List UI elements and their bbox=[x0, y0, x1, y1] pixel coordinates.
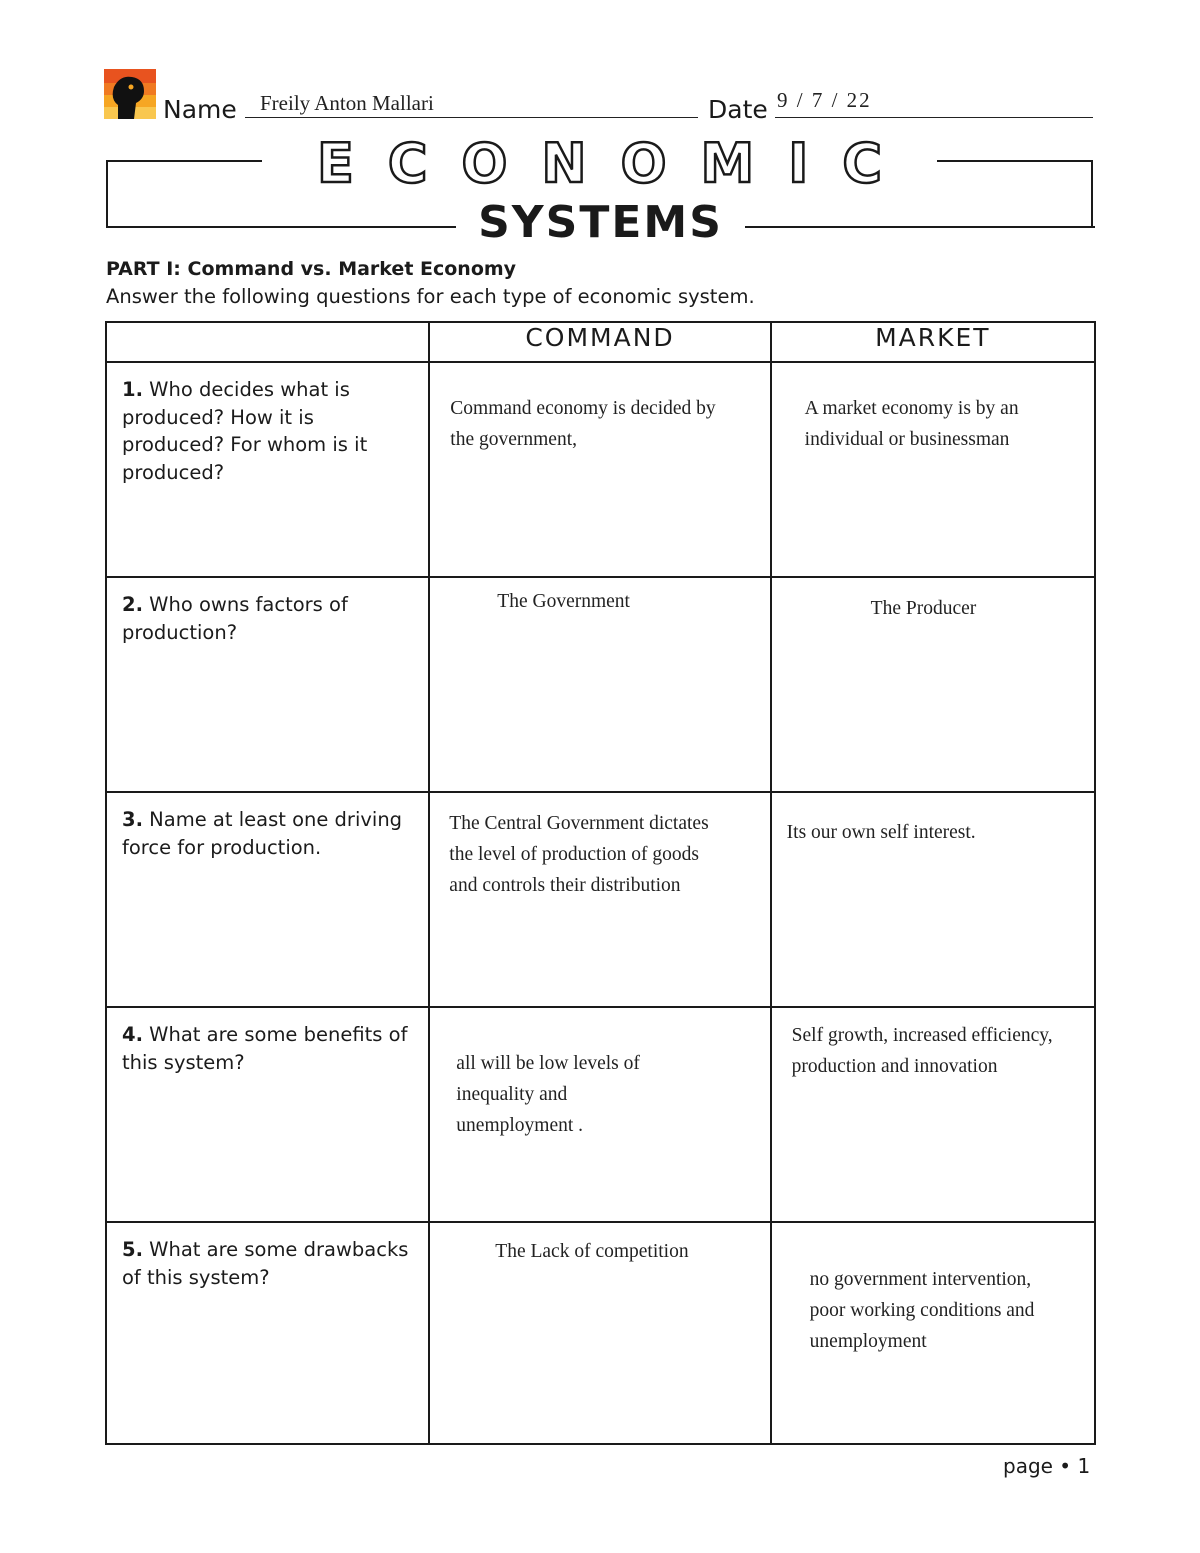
part-heading: PART I: Command vs. Market Economy bbox=[106, 258, 517, 280]
command-answer[interactable]: Command economy is decided by the government, bbox=[450, 398, 716, 450]
command-answer-cell[interactable] bbox=[429, 577, 770, 792]
command-answer-cell[interactable] bbox=[429, 362, 770, 577]
header-blank-cell bbox=[106, 322, 429, 362]
question-cell bbox=[106, 1222, 429, 1444]
market-answer-cell[interactable] bbox=[771, 362, 1095, 577]
page-number: page • 1 bbox=[1003, 1454, 1091, 1478]
comparison-table bbox=[105, 321, 1096, 1445]
question-number: 3. bbox=[122, 808, 143, 831]
market-answer[interactable]: Its our own self interest. bbox=[786, 822, 976, 843]
banner-left-edge bbox=[106, 160, 108, 228]
banner-bottom-left-line bbox=[106, 226, 456, 228]
market-answer-cell[interactable] bbox=[771, 792, 1095, 1007]
name-field[interactable]: Freily Anton Mallari bbox=[260, 91, 434, 115]
command-answer[interactable]: The Central Government dictates the level of production of goods and controls their distribution bbox=[449, 813, 709, 896]
command-answer[interactable]: all will be low levels of inequality and unemployment . bbox=[456, 1053, 640, 1136]
date-field[interactable]: 9 / 7 / 22 bbox=[777, 88, 872, 112]
market-answer[interactable]: The Producer bbox=[870, 598, 977, 619]
question-text: Who decides what is produced? How it is produced? For whom is it produced? bbox=[122, 378, 368, 484]
market-answer[interactable]: no government intervention, poor working conditions and unemployment bbox=[809, 1269, 1035, 1352]
question-cell bbox=[106, 362, 429, 577]
command-answer-cell[interactable] bbox=[429, 1222, 770, 1444]
instructions: Answer the following questions for each type of economic system. bbox=[106, 285, 755, 308]
market-answer-cell[interactable] bbox=[771, 577, 1095, 792]
question-number: 2. bbox=[122, 593, 143, 616]
command-answer-cell[interactable] bbox=[429, 792, 770, 1007]
question-text: What are some drawbacks of this system? bbox=[122, 1238, 409, 1289]
market-answer[interactable]: Self growth, increased efficiency, production and innovation bbox=[791, 1025, 1053, 1077]
table-header-row bbox=[106, 322, 1095, 362]
table-row bbox=[106, 792, 1095, 1007]
command-answer[interactable]: The Lack of competition bbox=[495, 1241, 689, 1262]
column-header-market: MARKET bbox=[771, 322, 1095, 362]
table-row bbox=[106, 362, 1095, 577]
banner-right-edge bbox=[1091, 160, 1093, 228]
table-row bbox=[106, 1222, 1095, 1444]
table-row bbox=[106, 1007, 1095, 1222]
title-economic: ECONOMIC bbox=[317, 132, 916, 195]
banner-top-right-line bbox=[937, 160, 1093, 162]
table-row bbox=[106, 577, 1095, 792]
question-number: 1. bbox=[122, 378, 143, 401]
name-label: Name bbox=[163, 95, 237, 124]
command-answer-cell[interactable] bbox=[429, 1007, 770, 1222]
banner-top-left-line bbox=[106, 160, 262, 162]
banner-bottom-right-line bbox=[745, 226, 1095, 228]
market-answer[interactable]: A market economy is by an individual or businessman bbox=[804, 398, 1019, 450]
question-text: What are some benefits of this system? bbox=[122, 1023, 408, 1074]
question-number: 5. bbox=[122, 1238, 143, 1261]
logo-icon bbox=[104, 69, 156, 119]
date-label: Date bbox=[708, 95, 768, 124]
title-systems: SYSTEMS bbox=[478, 197, 723, 248]
name-underline bbox=[245, 117, 698, 118]
column-header-command: COMMAND bbox=[429, 322, 770, 362]
market-answer-cell[interactable] bbox=[771, 1222, 1095, 1444]
question-cell bbox=[106, 1007, 429, 1222]
market-answer-cell[interactable] bbox=[771, 1007, 1095, 1222]
question-number: 4. bbox=[122, 1023, 143, 1046]
date-underline bbox=[775, 117, 1093, 118]
command-answer[interactable]: The Government bbox=[497, 591, 630, 612]
question-cell bbox=[106, 577, 429, 792]
question-text: Name at least one driving force for production. bbox=[122, 808, 403, 859]
question-text: Who owns factors of production? bbox=[122, 593, 348, 644]
question-cell bbox=[106, 792, 429, 1007]
